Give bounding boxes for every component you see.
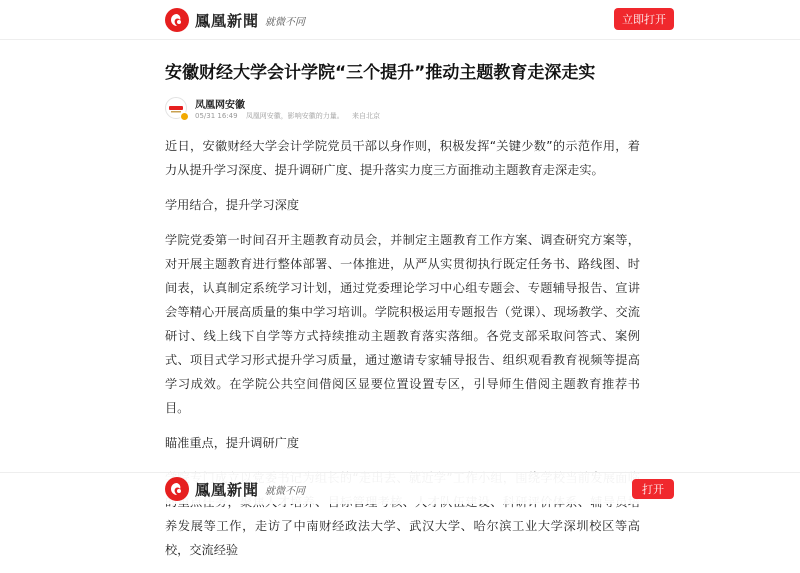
- author-avatar[interactable]: [165, 97, 187, 119]
- brand-name: 鳳凰新聞: [195, 11, 260, 30]
- verified-badge-icon: [180, 112, 189, 121]
- bottom-app-banner: [0, 472, 800, 504]
- article-paragraph: 学院党委第一时间召开主题教育动员会，并制定主题教育工作方案、调查研究方案等，对开展主题教育进行整体部署、一体推进，从严从实贯彻执行既定任务书、路线图、时间表，认真制定系统学习计划，通过党委理论学习中心组专题会、专题辅导报告、宣讲会等精心开展高质量的集中学习培训。学院积极运用专题报告（党课）、现场教学、交流研讨、线上线下自学等方式持续推动主题教育落实落细。各党支部采取问答式、案例式、项目式学习形式提升学习质量，通过邀请专家辅导报告、组织观看教育视频等提高学习成效。在学院公共空间借阅区显要位置设置专区，引导师生借阅主题教育推荐书目。: [165, 233, 640, 415]
- article-paragraph: 近日，安徽财经大学会计学院党员干部以身作则，积极发挥“关键少数”的示范作用，着力从提升学习深度、提升调研广度、提升落实力度三方面推动主题教育走深走实。: [165, 139, 640, 177]
- ifeng-brand[interactable]: [165, 7, 305, 33]
- article-title: 安徽财经大学会计学院“三个提升”推动主题教育走深走实: [165, 63, 596, 83]
- publish-date: 05/31 16:49: [195, 112, 238, 120]
- footer-brand-slogan: 就微不同: [265, 485, 306, 497]
- author-meta: [195, 111, 386, 121]
- footer-ifeng-brand[interactable]: [165, 476, 305, 502]
- article-subheading: 学用结合，提升学习深度: [165, 198, 300, 212]
- author-name[interactable]: 凤凰网安徽: [195, 100, 245, 111]
- publish-location: 来自北京: [352, 112, 381, 120]
- author-info: [165, 96, 640, 122]
- ifeng-phoenix-logo-icon: [165, 8, 189, 32]
- open-app-button[interactable]: 立即打开: [614, 8, 674, 30]
- footer-open-button[interactable]: 打开: [632, 479, 674, 499]
- article-paragraph: 养发展等工作，走访了中南财经政法大学、武汉大学、哈尔滨工业大学深圳校区等高校，交流经验: [165, 519, 640, 557]
- ifeng-phoenix-logo-icon: [165, 477, 189, 501]
- article-subheading: 瞄准重点，提升调研广度: [165, 436, 300, 450]
- brand-slogan: 就微不同: [265, 16, 306, 28]
- footer-brand-name: 鳳凰新聞: [195, 480, 260, 499]
- author-bio: 凤凰网安徽，影响安徽的力量。: [245, 112, 344, 120]
- top-app-banner: [0, 0, 800, 40]
